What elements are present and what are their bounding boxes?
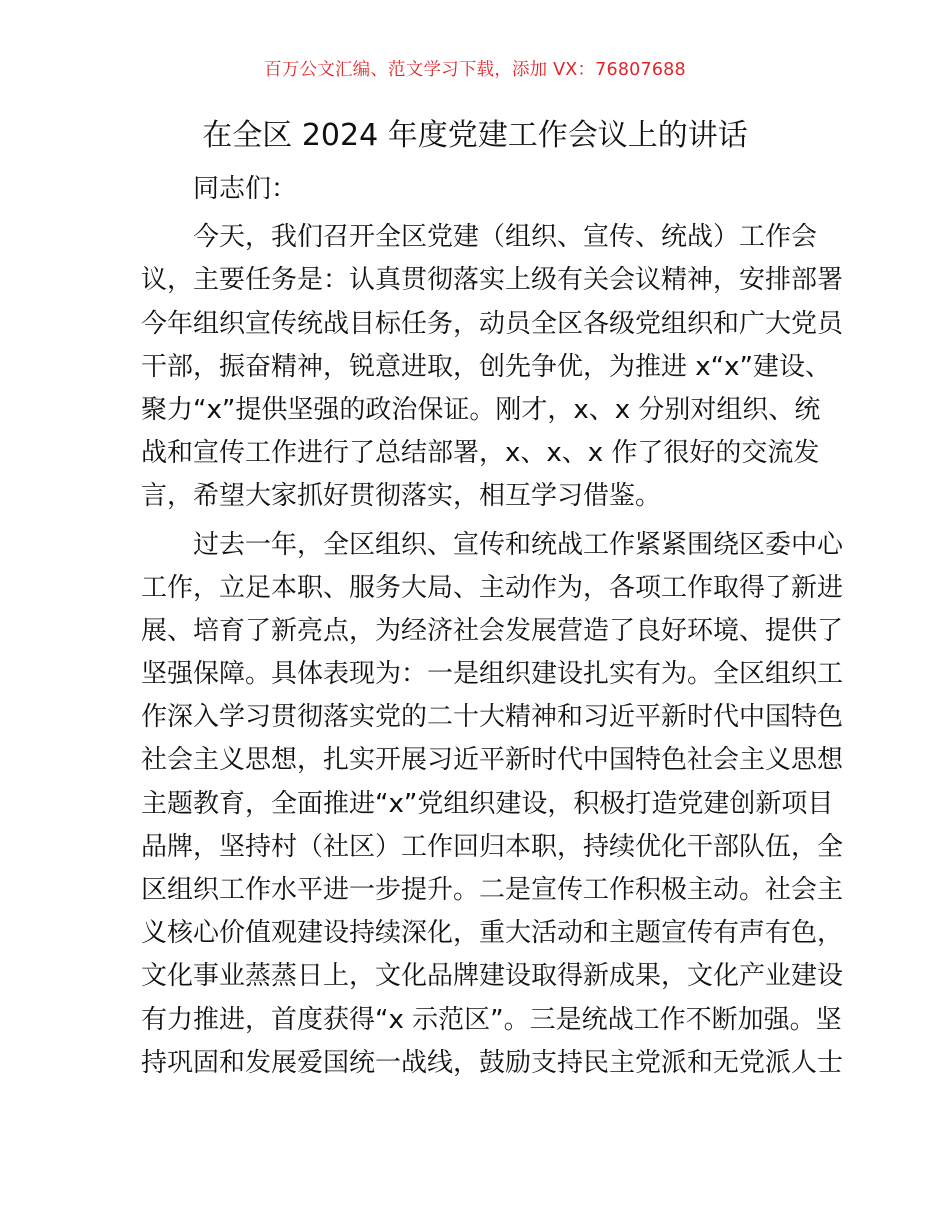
text-line: 工作，立足本职、服务大局、主动作为，各项工作取得了新进: [141, 572, 844, 603]
paragraph-1: [141, 216, 844, 518]
text-line: 作深入学习贯彻落实党的二十大精神和习近平新时代中国特色: [141, 702, 844, 733]
paragraph-2: [141, 524, 844, 1085]
document-title: 在全区 2024 年度党建工作会议上的讲话: [202, 118, 748, 153]
text-line: 坚强保障。具体表现为：一是组织建设扎实有为。全区组织工: [141, 659, 844, 690]
text-line: 言，希望大家抓好贯彻落实，相互学习借鉴。: [141, 481, 662, 512]
text-line: 有力推进，首度获得“x 示范区”。三是统战工作不断加强。坚: [141, 1004, 842, 1035]
text-line: 持巩固和发展爱国统一战线，鼓励支持民主党派和无党派人士: [141, 1047, 844, 1078]
text-line: 过去一年，全区组织、宣传和统战工作紧紧围绕区委中心: [193, 529, 844, 560]
document-body: [141, 168, 844, 1085]
text-line: 干部，振奋精神，锐意进取，创先争优，为推进 x“x”建设、: [141, 351, 831, 382]
text-line: 文化事业蒸蒸日上，文化品牌建设取得新成果，文化产业建设: [141, 961, 844, 992]
watermark-header: 百万公文汇编、范文学习下载，添加 VX：76807688: [264, 60, 686, 80]
text-line: 聚力“x”提供坚强的政治保证。刚才，x、x 分别对组织、统: [141, 394, 821, 425]
text-line: 主题教育，全面推进“x”党组织建设，积极打造党建创新项目: [141, 788, 834, 819]
text-line: 今年组织宣传统战目标任务，动员全区各级党组织和广大党员: [141, 308, 844, 339]
text-line: 社会主义思想，扎实开展习近平新时代中国特色社会主义思想: [141, 745, 844, 776]
text-line: 义核心价值观建设持续深化，重大活动和主题宣传有声有色，: [141, 918, 844, 949]
text-line: 区组织工作水平进一步提升。二是宣传工作积极主动。社会主: [141, 875, 844, 905]
text-line: 展、培育了新亮点，为经济社会发展营造了良好环境、提供了: [141, 615, 844, 646]
text-line: 品牌，坚持村（社区）工作回归本职，持续优化干部队伍，全: [141, 831, 844, 862]
text-line: 议，主要任务是：认真贯彻落实上级有关会议精神，安排部署: [141, 265, 844, 296]
text-line: 今天，我们召开全区党建（组织、宣传、统战）工作会: [193, 222, 818, 253]
text-line: 战和宣传工作进行了总结部署，x、x、x 作了很好的交流发: [141, 438, 820, 469]
salutation: 同志们：: [193, 174, 298, 204]
